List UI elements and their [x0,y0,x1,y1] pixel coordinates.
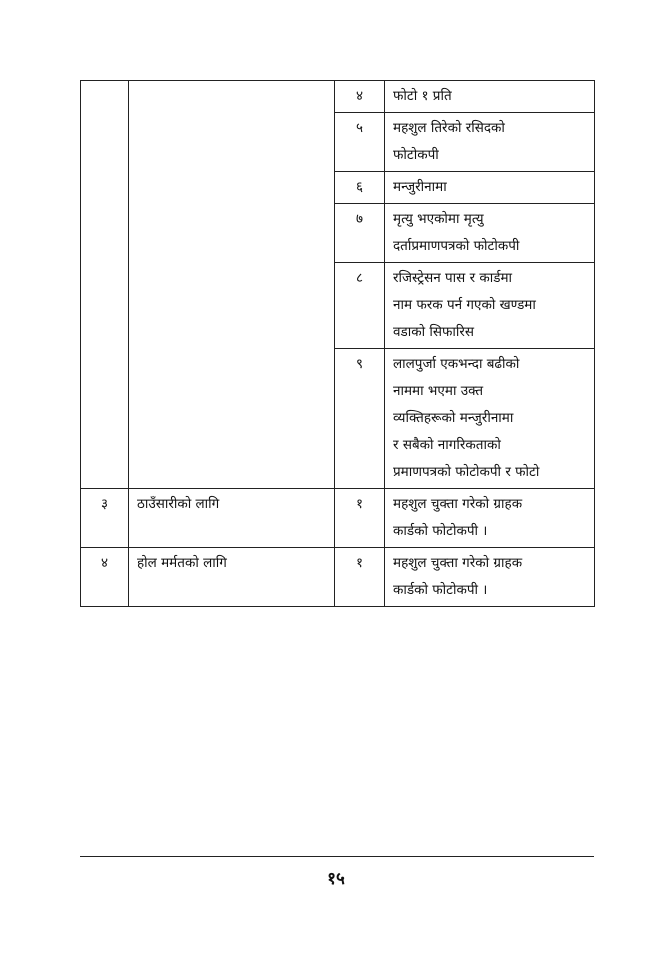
document-description: रजिस्ट्रेसन पास र कार्डमा नाम फरक पर्न गएको खण्डमा वडाको सिफारिस [385,263,595,349]
serial-number: ४ [81,548,129,607]
table-row [81,548,595,607]
table-row [81,489,595,548]
sub-number: ५ [335,113,385,172]
sub-number: ९ [335,349,385,489]
service-name: ठाउँसारीको लागि [129,489,335,548]
sub-number: ७ [335,204,385,263]
sub-number: १ [335,489,385,548]
document-description: फोटो १ प्रति [385,81,595,113]
sub-number: १ [335,548,385,607]
document-description: महशुल तिरेको रसिदको फोटोकपी [385,113,595,172]
service-name: होल मर्मतको लागि [129,548,335,607]
sub-number: ४ [335,81,385,113]
service-cell-empty [129,81,335,489]
serial-number: ३ [81,489,129,548]
document-description: महशुल चुक्ता गरेको ग्राहक कार्डको फोटोकपी । [385,548,595,607]
sub-number: ८ [335,263,385,349]
page-number: १५ [327,869,345,889]
table-row [81,81,595,113]
document-description: मन्जुरीनामा [385,172,595,204]
document-description: महशुल चुक्ता गरेको ग्राहक कार्डको फोटोकपी । [385,489,595,548]
document-description: मृत्यु भएकोमा मृत्यु दर्ताप्रमाणपत्रको फोटोकपी [385,204,595,263]
sub-number: ६ [335,172,385,204]
requirements-table [80,80,595,607]
document-description: लालपुर्जा एकभन्दा बढीको नाममा भएमा उक्त व्यक्तिहरूको मन्जुरीनामा र सबैको नागरिकताको प्रमाणपत्रको फोटोकपी र फोटो [385,349,595,489]
serial-cell-empty [81,81,129,489]
footer-divider [80,856,594,857]
